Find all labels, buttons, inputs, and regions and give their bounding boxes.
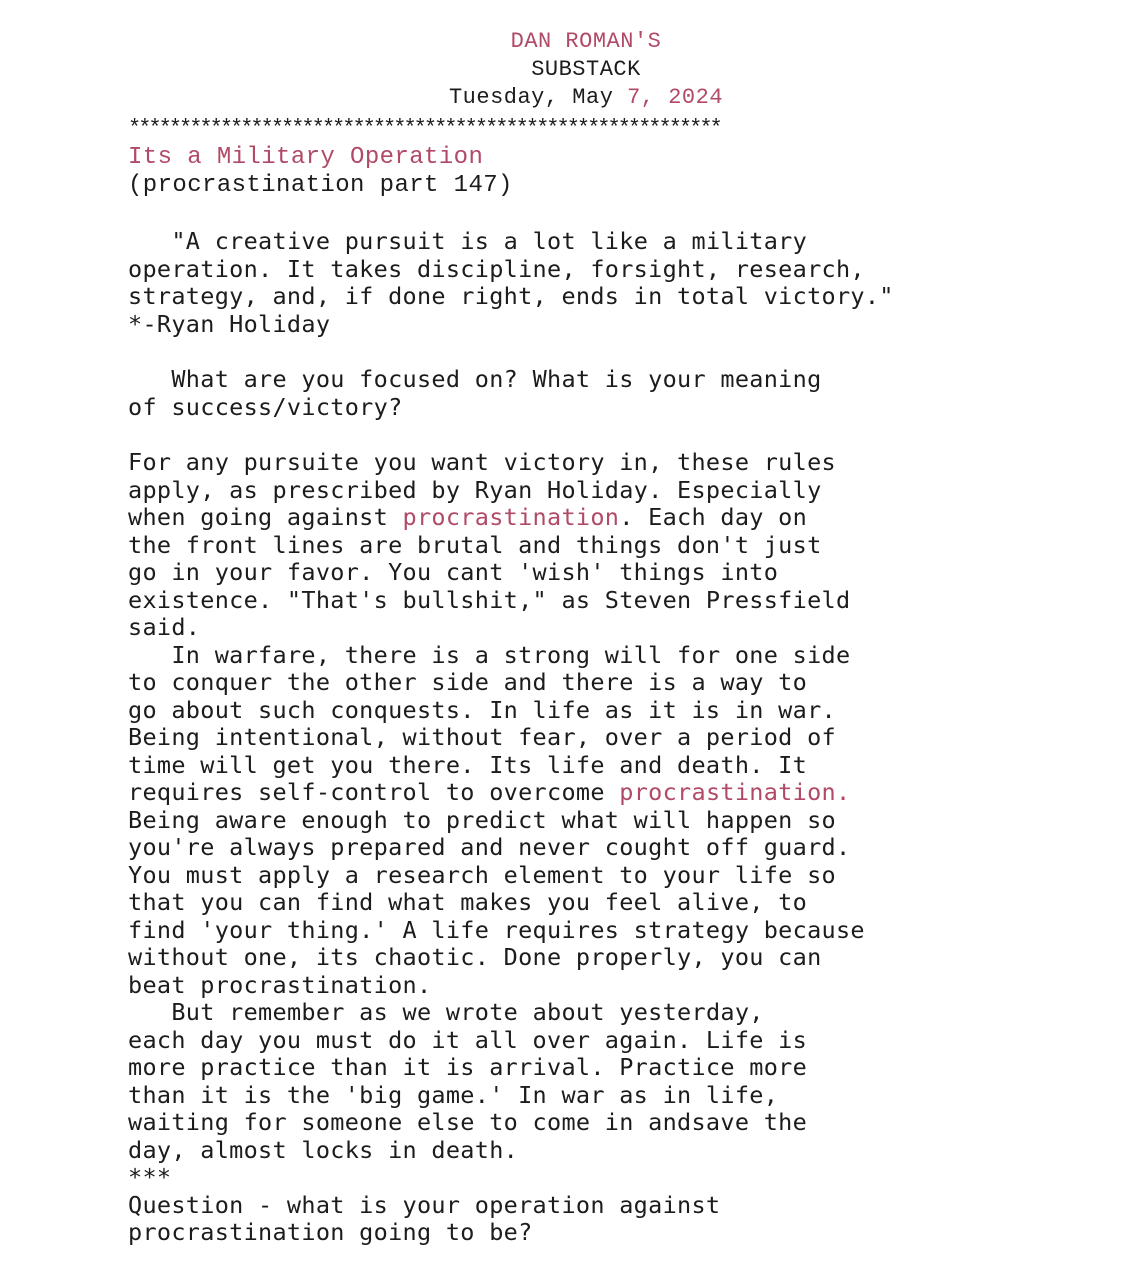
paragraph-2-part-b: Being aware enough to predict what will happen so you're always prepared and never cought off guard. You must apply a research element to your life so that you can find what makes you feel alive, to find 'your thing.' A life requires strategy because without one, its chaotic. Done properly, you can beat procrastination. (128, 805, 865, 999)
closing-question: Question - what is your operation against procrastination going to be? (128, 1190, 721, 1246)
date-prefix: Tuesday, May (448, 85, 628, 110)
quote-line: strategy, and, if done right, ends in total victory." (128, 282, 894, 310)
quote-line: "A creative pursuit is a lot like a military (128, 227, 808, 255)
highlight-procrastination: procrastination (402, 503, 620, 531)
post-date (188, 84, 984, 112)
section-break: *** (128, 1163, 172, 1191)
question-line: What are you focused on? What is your meaning (128, 365, 822, 393)
highlight-procrastination: procrastination. (619, 778, 851, 806)
quote-line: operation. It takes discipline, forsight, research, (128, 254, 865, 283)
post-subtitle: (procrastination part 147) (128, 172, 513, 199)
post-title: Its a Military Operation (128, 144, 484, 171)
author-line: DAN ROMAN'S (510, 29, 662, 54)
publication-name: SUBSTACK (531, 57, 641, 82)
star-separator: ********************************************************** (128, 116, 720, 141)
paragraph-3: But remember as we wrote about yesterday, each day you must do it all over again. Life is more practice than it is arrival. Practice more than it is the 'big game.' In war as in life, waiting for someone else to come in andsave the day, almost locks in death. (128, 998, 808, 1164)
paragraph-1-part-b: . Each day on the front lines are brutal and things don't just go in your favor. You cant 'wish' things into existence. "That's bullshit," as Steven Pressfield said. (128, 503, 851, 641)
question-line: of success/victory? (128, 392, 403, 421)
spacer (128, 338, 984, 366)
date-highlight: 7, 2024 (627, 85, 724, 110)
spacer (128, 421, 984, 449)
opening-question (128, 366, 984, 421)
spacer (128, 200, 984, 228)
quote-attribution: *-Ryan Holiday (128, 309, 331, 338)
paragraph-1-part-a: For any pursuite you want victory in, these rules apply, as prescribed by Ryan Holiday. Especially when going against (128, 448, 836, 531)
paragraph-2 (128, 642, 984, 1000)
masthead (188, 28, 984, 112)
paragraph-2-part-a: In warfare, there is a strong will for one side to conquer the other side and there is a way to go about such conquests. In life as it is in war. Being intentional, without fear, over a period of time will get you there. Its life and death. It requires self-control to overcome (128, 640, 851, 806)
quote-block (128, 228, 984, 338)
paragraph-1 (128, 449, 984, 642)
